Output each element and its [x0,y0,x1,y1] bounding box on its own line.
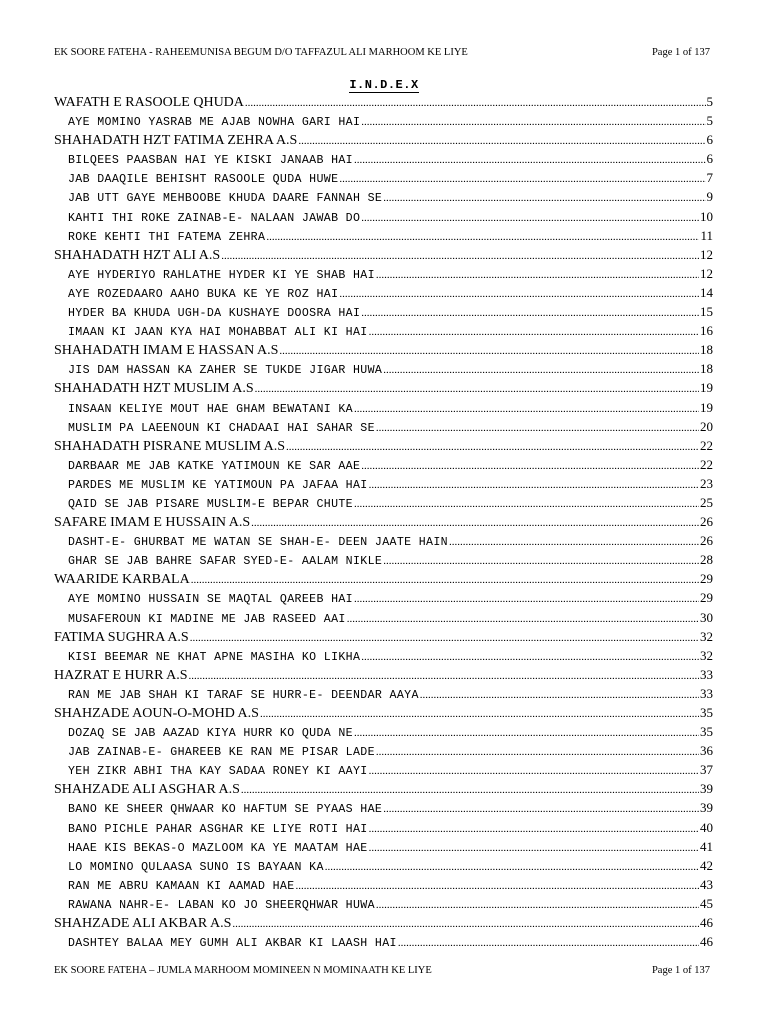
toc-section-entry[interactable] [54,781,713,800]
toc-entry-page: 29 [700,590,713,606]
toc-entry-title: JAB UTT GAYE MEHBOOBE KHUDA DAARE FANNAH SE [68,192,383,206]
toc-entry-title: JIS DAM HASSAN KA ZAHER SE TUKDE JIGAR HUWA [68,364,383,378]
toc-subentry[interactable] [54,113,713,132]
dot-leader [449,536,699,548]
toc-entry-page: 11 [700,227,713,243]
toc-entry-page: 9 [706,189,713,205]
toc-entry-page: 46 [700,915,713,931]
toc-entry-page: 22 [700,437,713,453]
toc-subentry[interactable] [54,228,713,247]
toc-entry-page: 19 [700,380,713,396]
toc-entry-title: INSAAN KELIYE MOUT HAE GHAM BEWATANI KA [68,402,353,416]
toc-entry-page: 5 [706,94,713,109]
dot-leader [361,460,699,472]
toc-subentry[interactable] [54,361,713,380]
dot-leader [347,613,699,625]
dot-leader [361,116,705,128]
toc-entry-page: 28 [700,552,713,568]
dot-leader [354,154,706,166]
dot-leader [383,192,705,204]
toc-entry-title: SHAHZADE ALI ASGHAR A.S [54,782,240,798]
toc-subentry[interactable] [54,285,713,304]
toc-entry-title: MUSAFEROUN KI MADINE ME JAB RASEED AAI [68,612,346,626]
dot-leader [260,708,699,720]
toc-subentry[interactable] [54,189,713,208]
dot-leader [191,574,699,586]
dot-leader [286,441,699,453]
toc-subentry[interactable] [54,686,713,705]
toc-entry-title: AYE MOMINO HUSSAIN SE MAQTAL QAREEB HAI [68,593,353,607]
toc-entry-page: 39 [700,800,713,816]
toc-entry-title: GHAR SE JAB BAHRE SAFAR SYED-E- AALAM NIKLE [68,555,383,569]
toc-entry-page: 26 [700,514,713,530]
toc-entry-page: 35 [700,724,713,740]
dot-leader [369,823,699,835]
toc-entry-title: RAN ME JAB SHAH KI TARAF SE HURR-E- DEENDAR AAYA [68,688,419,702]
toc-entry-page: 42 [700,857,713,873]
toc-entry-page: 10 [700,208,713,224]
toc-entry-page: 33 [700,685,713,701]
toc-entry-title: SHAHADATH HZT MUSLIM A.S [54,381,254,397]
table-of-contents [54,94,713,953]
toc-entry-title: YEH ZIKR ABHI THA KAY SADAA RONEY KI AAYI [68,765,368,779]
toc-entry-title: SAFARE IMAM E HUSSAIN A.S [54,515,251,531]
toc-subentry[interactable] [54,151,713,170]
toc-entry-title: AYE MOMINO YASRAB ME AJAB NOWHA GARI HAI [68,116,361,130]
toc-section-entry[interactable] [54,380,713,399]
toc-entry-title: BILQEES PAASBAN HAI YE KISKI JANAAB HAI [68,154,353,168]
toc-subentry[interactable] [54,800,713,819]
toc-entry-page: 7 [706,170,713,186]
toc-entry-title: HAZRAT E HURR A.S [54,667,188,683]
dot-leader [376,746,699,758]
toc-entry-title: IMAAN KI JAAN KYA HAI MOHABBAT ALI KI HAI [68,326,368,340]
dot-leader [232,918,699,930]
dot-leader [361,307,699,319]
toc-entry-page: 29 [700,571,713,587]
dot-leader [325,861,699,873]
toc-entry-page: 12 [700,246,713,262]
toc-entry-title: RAWANA NAHR-E- LABAN KO JO SHEERQHWAR HUWA [68,898,375,912]
dot-leader [383,555,699,567]
toc-entry-title: LO MOMINO QULAASA SUNO IS BAYAAN KA [68,860,324,874]
dot-leader [361,651,699,663]
dot-leader [190,632,699,644]
toc-subentry[interactable] [54,762,713,781]
toc-entry-page: 45 [700,895,713,911]
toc-entry-page: 14 [700,284,713,300]
toc-entry-page: 19 [700,399,713,415]
toc-subentry[interactable] [54,552,713,571]
dot-leader [354,403,699,415]
dot-leader [398,937,699,949]
toc-entry-page: 30 [700,609,713,625]
toc-entry-title: AYE HYDERIYO RAHLATHE HYDER KI YE SHAB HAI [68,268,375,282]
toc-subentry[interactable] [54,877,713,896]
toc-subentry[interactable] [54,743,713,762]
toc-section-entry[interactable] [54,915,713,934]
toc-entry-page: 18 [700,342,713,358]
toc-entry-page: 22 [700,456,713,472]
dot-leader [251,517,699,529]
dot-leader [369,326,699,338]
toc-entry-page: 33 [700,666,713,682]
dot-leader [376,269,699,281]
toc-subentry[interactable] [54,858,713,877]
toc-entry-page: 35 [700,705,713,720]
toc-section-entry[interactable] [54,132,713,151]
toc-entry-title: DARBAAR ME JAB KATKE YATIMOUN KE SAR AAE [68,459,361,473]
toc-entry-title: SHAHADATH HZT ALI A.S [54,247,221,263]
toc-entry-title: SHAHADATH HZT FATIMA ZEHRA A.S [54,133,298,149]
toc-subentry[interactable] [54,266,713,285]
toc-entry-title: QAID SE JAB PISARE MUSLIM-E BEPAR CHUTE [68,497,353,511]
toc-subentry[interactable] [54,400,713,419]
dot-leader [354,498,699,510]
toc-subentry[interactable] [54,724,713,743]
dot-leader [383,364,699,376]
dot-leader [298,135,705,147]
footer-title: EK SOORE FATEHA – JUMLA MARHOOM MOMINEEN N MOMINAATH KE LIYE [54,965,432,976]
toc-subentry[interactable] [54,323,713,342]
toc-section-entry[interactable] [54,629,713,648]
dot-leader [266,231,699,243]
toc-subentry[interactable] [54,820,713,839]
toc-entry-page: 41 [700,838,713,854]
dot-leader [369,479,699,491]
index-title [0,78,768,92]
toc-entry-page: 15 [700,304,713,320]
dot-leader [339,288,699,300]
toc-subentry[interactable] [54,209,713,228]
dot-leader [339,173,705,185]
toc-entry-page: 12 [700,265,713,281]
dot-leader [354,727,699,739]
page-footer [54,965,710,976]
toc-entry-page: 26 [700,533,713,549]
toc-subentry[interactable] [54,590,713,609]
dot-leader [245,97,706,109]
toc-entry-title: WAARIDE KARBALA [54,572,190,588]
toc-entry-title: ROKE KEHTI THI FATEMA ZEHRA [68,230,266,244]
toc-entry-title: KISI BEEMAR NE KHAT APNE MASIHA KO LIKHA [68,650,361,664]
toc-entry-title: PARDES ME MUSLIM KE YATIMOUN PA JAFAA HAI [68,478,368,492]
toc-section-entry[interactable] [54,514,713,533]
toc-entry-page: 36 [700,743,713,759]
toc-subentry[interactable] [54,304,713,323]
toc-section-entry[interactable] [54,247,713,266]
toc-subentry[interactable] [54,170,713,189]
dot-leader [279,345,699,357]
toc-subentry[interactable] [54,419,713,438]
toc-subentry[interactable] [54,533,713,552]
toc-entry-title: HAAE KIS BEKAS-O MAZLOOM KA YE MAATAM HAE [68,841,368,855]
toc-entry-page: 18 [700,361,713,377]
toc-entry-page: 5 [706,113,713,129]
toc-section-entry[interactable] [54,438,713,457]
toc-subentry[interactable] [54,648,713,667]
toc-entry-page: 16 [700,323,713,339]
toc-subentry[interactable] [54,610,713,629]
toc-entry-title: KAHTI THI ROKE ZAINAB-E- NALAAN JAWAB DO [68,211,361,225]
toc-entry-page: 6 [706,132,713,148]
header-title: EK SOORE FATEHA - RAHEEMUNISA BEGUM D/O TAFFAZUL ALI MARHOOM KE LIYE [54,47,468,58]
toc-entry-page: 32 [700,628,713,644]
dot-leader [361,212,699,224]
toc-entry-title: RAN ME ABRU KAMAAN KI AAMAD HAE [68,879,295,893]
toc-section-entry[interactable] [54,342,713,361]
toc-section-entry[interactable] [54,571,713,590]
dot-leader [420,689,699,701]
toc-entry-page: 37 [700,762,713,778]
dot-leader [369,842,699,854]
toc-section-entry[interactable] [54,94,713,113]
dot-leader [296,880,699,892]
toc-entry-title: SHAHADATH IMAM E HASSAN A.S [54,343,279,359]
toc-entry-page: 20 [700,418,713,434]
toc-entry-title: SHAHADATH PISRANE MUSLIM A.S [54,438,286,454]
toc-entry-page: 32 [700,647,713,663]
dot-leader [255,383,699,395]
dot-leader [221,250,699,262]
toc-entry-page: 39 [700,781,713,797]
dot-leader [354,593,699,605]
toc-entry-page: 43 [700,876,713,892]
toc-entry-title: BANO PICHLE PAHAR ASGHAR KE LIYE ROTI HAI [68,822,368,836]
toc-subentry[interactable] [54,457,713,476]
toc-entry-page: 23 [700,475,713,491]
dot-leader [241,784,699,796]
footer-page-number: Page 1 of 137 [651,965,710,976]
toc-entry-title: AYE ROZEDAARO AAHO BUKA KE YE ROZ HAI [68,287,339,301]
toc-entry-title: SHAHZADE AOUN-O-MOHD A.S [54,706,259,721]
toc-section-entry[interactable] [54,667,713,686]
toc-entry-title: JAB ZAINAB-E- GHAREEB KE RAN ME PISAR LADE [68,746,375,760]
toc-entry-page: 6 [706,151,713,167]
toc-entry-title: DASHTEY BALAA MEY GUMH ALI AKBAR KI LAASH HAI [68,937,397,951]
toc-entry-title: JAB DAAQILE BEHISHT RASOOLE QUDA HUWE [68,173,339,187]
dot-leader [189,670,699,682]
dot-leader [376,899,699,911]
toc-subentry[interactable] [54,476,713,495]
toc-subentry[interactable] [54,934,713,953]
toc-entry-title: DOZAQ SE JAB AAZAD KIYA HURR KO QUDA NE [68,727,353,741]
toc-entry-title: DASHT-E- GHURBAT ME WATAN SE SHAH-E- DEEN JAATE HAIN [68,536,448,550]
dot-leader [383,803,699,815]
toc-entry-title: BANO KE SHEER QHWAAR KO HAFTUM SE PYAAS HAE [68,803,383,817]
toc-entry-page: 40 [700,819,713,835]
toc-subentry[interactable] [54,896,713,915]
toc-entry-title: SHAHZADE ALI AKBAR A.S [54,916,232,932]
toc-entry-title: HYDER BA KHUDA UGH-DA KUSHAYE DOOSRA HAI [68,307,361,321]
toc-section-entry[interactable] [54,705,713,724]
toc-entry-page: 46 [700,934,713,950]
toc-subentry[interactable] [54,495,713,514]
toc-entry-title: WAFATH E RASOOLE QHUDA [54,95,244,110]
dot-leader [369,765,699,777]
toc-subentry[interactable] [54,839,713,858]
toc-entry-title: FATIMA SUGHRA A.S [54,629,189,645]
dot-leader [376,422,699,434]
page-header [54,47,710,58]
toc-entry-page: 25 [700,494,713,510]
index-title-text: I.N.D.E.X [349,78,419,92]
toc-entry-title: MUSLIM PA LAEENOUN KI CHADAAI HAI SAHAR SE [68,421,375,435]
header-page-number: Page 1 of 137 [651,47,710,58]
